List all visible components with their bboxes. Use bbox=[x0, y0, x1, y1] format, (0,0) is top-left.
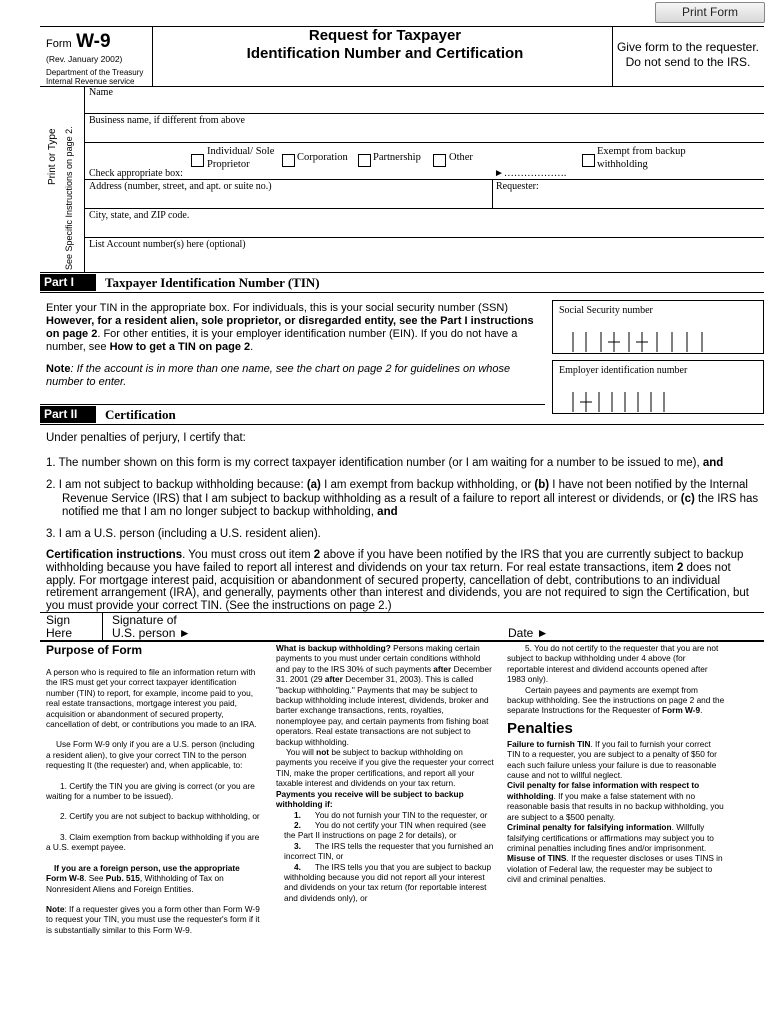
purpose-note: Note: If a requester gives you a form other than Form W-9 to request your TIN, you must use the requester's form if it is substantially similar to this Form W-9. bbox=[46, 903, 260, 935]
cert-item3: 3. I am a U.S. person (including a U.S. resident alien). bbox=[46, 528, 321, 540]
part2-title: Certification bbox=[105, 407, 176, 422]
penalty-civil: Civil penalty for false information with respect to withholding. If you make a false statement with no reasonable basis that results in no backup withholding, you are subject to a $500 penalty. bbox=[507, 780, 724, 822]
cert-item2: 2. I am not subject to backup withholding because: (a) I am exempt from backup withholding, or (b) I have not been notified by the Internal Revenue Service (IRS) that I am subject to backup withholding as a result of a failure to report all interest or dividends, or (c) the IRS has notified me that I am no longer subject to backup withholding, and bbox=[46, 479, 759, 518]
backup-p3: Payments you receive will be subject to backup withholding if: bbox=[276, 788, 464, 810]
cert-instructions: Certification instructions. You must cross out item 2 above if you have been notified by the IRS that you are currently subject to backup withholding because you have failed to report all interest and dividends on your tax return. For real estate transactions, item 2 does not apply. For mortgage interest paid, acquisition or abandonment of secured property, cancellation of debt, contributions to an individual retirement arrangement (IRA), and generally, payments other than interest and dividends, you are not required to sign the Certification, but you must provide your correct TIN. (See the instructions on page 2.) bbox=[46, 549, 749, 613]
rule-sign-bottom bbox=[40, 640, 764, 642]
corporation-label: Corporation bbox=[297, 152, 348, 163]
part1-label: Part I bbox=[40, 274, 96, 291]
penalties-heading: Penalties bbox=[507, 719, 573, 737]
signature-label: Signature of U.S. person ► bbox=[112, 613, 191, 640]
name-input[interactable] bbox=[85, 98, 764, 112]
backup-p2: You will not be subject to backup withholding on payments you receive if you give the requester your correct TIN, make the proper certifications, and report all your taxable interest and dividends on your tax return. bbox=[276, 747, 494, 789]
business-label: Business name, if different from above bbox=[89, 115, 245, 126]
purpose-i3: 3. Claim exemption from backup withholding if you are a U.S. exempt payee. bbox=[46, 831, 260, 853]
sign-here: Sign Here bbox=[46, 613, 73, 640]
city-input[interactable] bbox=[85, 221, 764, 235]
ssn-label: Social Security number bbox=[559, 305, 653, 316]
date-field[interactable] bbox=[550, 624, 760, 640]
cert-item1: 1. The number shown on this form is my correct taxpayer identification number (or I am waiting for a number to be issued to me), and bbox=[46, 457, 724, 469]
signature-field[interactable] bbox=[200, 614, 500, 640]
business-input[interactable] bbox=[85, 126, 764, 140]
requester-divider bbox=[492, 179, 493, 208]
purpose-i1: 1. Certify the TIN you are giving is correct (or you are waiting for a number to be issued). bbox=[46, 780, 255, 802]
purpose-heading: Purpose of Form bbox=[46, 643, 143, 657]
backup-i3: 3. The IRS tells the requester that you furnished an incorrect TIN, or bbox=[284, 840, 494, 862]
accounts-input[interactable] bbox=[85, 250, 764, 268]
form-title-line2: Identification Number and Certification bbox=[246, 45, 524, 62]
backup-i2: 2. You do not certify your TIN when required (see the Part II instructions on page 2 for details), or bbox=[284, 819, 487, 841]
other-specify-line[interactable]: ►………………. bbox=[494, 168, 567, 179]
purpose-p1: A person who is required to file an information return with the IRS must get your correct taxpayer identification number (TIN) to report, for example, income paid to you, real estate transactions, mortgage interest you paid, acquisition or abandonment of secured property, cancellation of debt, or contributions you made to an IRA. bbox=[46, 667, 257, 730]
side-instructions-specific: See Specific Instructions on page 2. bbox=[64, 126, 74, 270]
check-label: Check appropriate box: bbox=[89, 168, 183, 179]
rule-accounts bbox=[40, 272, 764, 273]
partnership-label: Partnership bbox=[373, 152, 421, 163]
accounts-label: List Account number(s) here (optional) bbox=[89, 239, 246, 250]
rule-address bbox=[84, 208, 764, 209]
header-divider-left bbox=[152, 26, 153, 86]
part1-note: Note: If the account is in more than one name, see the chart on page 2 for guidelines on whose number to enter. bbox=[46, 363, 511, 388]
part1-instructions: Enter your TIN in the appropriate box. For individuals, this is your social security number (SSN) However, for a resident alien, sole proprietor, or disregarded entity, see the Part I instructions on page 2. For other entities, it is your employer identification number (EIN). If you do not have a number, see How to get a TIN on page 2. bbox=[46, 302, 534, 353]
penalty-failure: Failure to furnish TIN. If you fail to furnish your correct TIN to a requester, you are subject to a penalty of $50 for each such failure unless your failure is due to reasonable cause and not to willful neglect. bbox=[507, 738, 717, 781]
purpose-foreign: If you are a foreign person, use the appropriate Form W-8. See Pub. 515, Withholding of Tax on Nonresident Aliens and Foreign Entities. bbox=[46, 862, 240, 894]
purpose-p2: Use Form W-9 only if you are a U.S. person (including a resident alien), to give your correct TIN to the person requesting It (the requester) and, when applicable, to: bbox=[46, 739, 255, 771]
individual-label: Individual/ Sole Proprietor bbox=[207, 146, 275, 170]
department-line2: Internal Revenue service bbox=[46, 77, 135, 86]
part2-label: Part II bbox=[40, 406, 96, 423]
ssn-input[interactable] bbox=[570, 328, 740, 352]
backup-column bbox=[276, 643, 494, 903]
ein-label: Employer identification number bbox=[559, 365, 688, 376]
form-id: W-9 bbox=[76, 31, 111, 52]
purpose-column bbox=[46, 643, 261, 935]
sign-divider bbox=[102, 612, 103, 640]
partnership-checkbox[interactable] bbox=[358, 152, 371, 170]
corporation-checkbox[interactable] bbox=[282, 152, 295, 170]
city-label: City, state, and ZIP code. bbox=[89, 210, 190, 221]
backup-i1: 1. You do not furnish your TIN to the requester, or bbox=[294, 809, 488, 820]
part1-title: Taxpayer Identification Number (TIN) bbox=[105, 275, 320, 290]
form-title bbox=[155, 27, 615, 63]
individual-checkbox[interactable] bbox=[191, 152, 204, 170]
rule-part1 bbox=[40, 292, 764, 293]
other-checkbox[interactable] bbox=[433, 152, 446, 170]
address-input[interactable] bbox=[85, 192, 490, 206]
ein-input[interactable] bbox=[570, 388, 740, 412]
part2-intro: Under penalties of perjury, I certify that: bbox=[46, 432, 246, 444]
print-or-type: Print or Type bbox=[47, 128, 58, 185]
col3-p6: Certain payees and payments are exempt from backup withholding. See the instructions on page 2 and the separate Instructions for the Requester of Form W-9. bbox=[507, 684, 725, 716]
other-label: Other bbox=[449, 152, 473, 163]
backup-p1: What is backup withholding? Persons making certain payments to you must under certain conditions withhold and pay to the IRS 30% of such payments after December 31. 2001 (29 after December 31, 2003). This is called "backup withholding." Payments that may be subject to backup withholding include interest, dividends, broker and barter exchange transactions, rents, royalties, nonemployee pay, and certain payments from fishing boat operators. Real estate transactions are not subject to backup withholding. bbox=[276, 643, 492, 747]
address-label: Address (number, street, and apt. or suite no.) bbox=[89, 181, 272, 192]
print-form-button[interactable]: Print Form bbox=[655, 2, 765, 23]
department-line1: Department of the Treasury bbox=[46, 68, 144, 77]
give-form-note: Give form to the requester. Do not send to the IRS. bbox=[616, 40, 760, 69]
exempt-label: Exempt from backup withholding bbox=[597, 146, 686, 170]
date-label: Date ► bbox=[508, 626, 549, 640]
side-instructions bbox=[47, 15, 58, 185]
penalty-criminal: Criminal penalty for falsifying information. Willfully falsifying certifications or affirmations may subject you to criminal penalties including fines and/or imprisonment. bbox=[507, 822, 714, 853]
ein-digit-ticks bbox=[570, 388, 740, 412]
revision-date: (Rev. January 2002) bbox=[46, 54, 123, 64]
rule-city bbox=[84, 237, 764, 238]
col3-p5: 5. You do not certify to the requester that you are not subject to backup withholding under 4 above (for reportable interest and dividend accounts opened after 1983 only). bbox=[507, 643, 719, 685]
requester-label: Requester: bbox=[496, 181, 539, 192]
rule-part2-top bbox=[40, 404, 545, 405]
penalties-column bbox=[507, 643, 725, 885]
name-label: Name bbox=[89, 87, 113, 98]
ssn-digit-ticks bbox=[570, 328, 740, 352]
penalty-misuse: Misuse of TINS. If the requester discloses or uses TINS in violation of Federal law, the requester may be subject to civil and criminal penalties. bbox=[507, 853, 723, 885]
exempt-checkbox[interactable] bbox=[582, 152, 595, 170]
header-divider-right bbox=[612, 26, 613, 86]
form-title-line1: Request for Taxpayer bbox=[308, 27, 462, 44]
header-bottom-rule bbox=[40, 86, 764, 87]
form-word: Form bbox=[46, 38, 72, 50]
rule-part2 bbox=[40, 424, 764, 425]
rule-business bbox=[84, 142, 764, 143]
rule-name bbox=[84, 113, 764, 114]
backup-i4: 4. The IRS tells you that you are subject to backup withholding because you did not report all your interest and dividends on your tax return (for reportable interest and dividends only), or bbox=[284, 861, 492, 903]
rule-check bbox=[84, 179, 764, 180]
purpose-i2: 2. Certify you are not subject to backup withholding, or bbox=[60, 811, 260, 822]
